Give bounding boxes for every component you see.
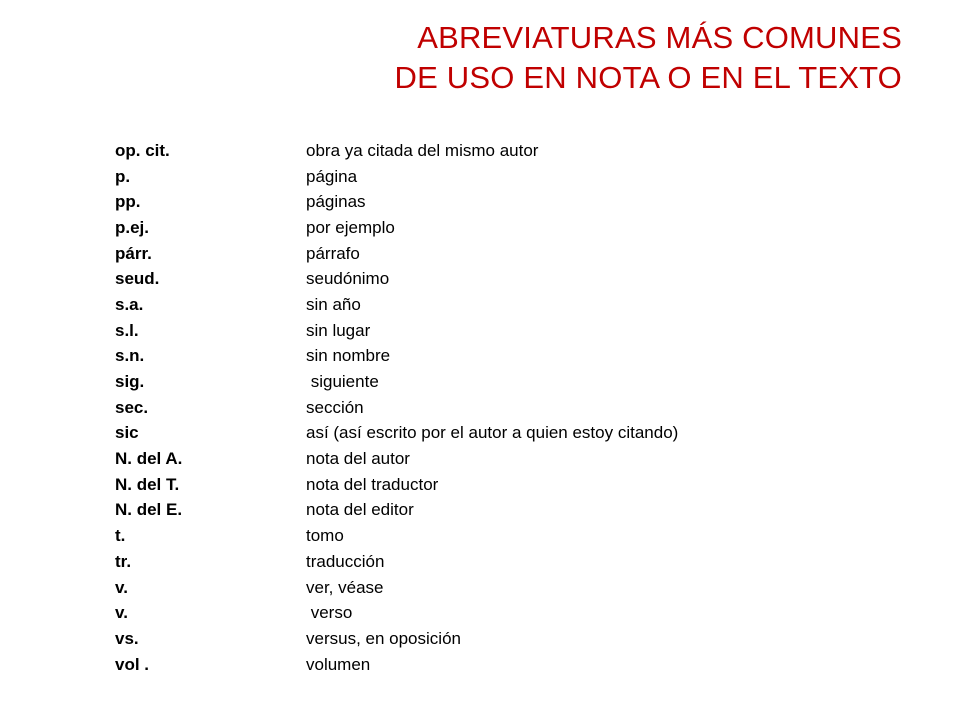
abbreviation-meaning: párrafo (306, 243, 360, 263)
abbreviation-meaning: versus, en oposición (306, 628, 461, 648)
abbreviation: sec. (115, 397, 149, 417)
abbreviation: s.a. (115, 294, 144, 314)
abbreviation: p. (115, 166, 131, 186)
list-item (115, 446, 835, 472)
list-item (115, 164, 835, 190)
abbreviation-meaning: sin nombre (306, 346, 391, 366)
list-item (115, 523, 835, 549)
abbreviation: v. (115, 603, 128, 623)
list-item (115, 215, 835, 241)
list-item (115, 318, 835, 344)
list-item (115, 498, 835, 524)
abbreviation: t. (115, 526, 126, 546)
list-item (115, 241, 835, 267)
list-item (115, 344, 835, 370)
list-item (115, 600, 835, 626)
abbreviation: N. del T. (115, 474, 180, 494)
abbreviation-meaning: así (así escrito por el autor a quien estoy citando) (306, 423, 679, 443)
abbreviation-meaning: páginas (306, 192, 366, 212)
abbreviation: pp. (115, 192, 141, 212)
abbreviation: op. cit. (115, 140, 170, 160)
abbreviation-meaning: nota del autor (306, 449, 410, 469)
list-item (115, 189, 835, 215)
list-item (115, 266, 835, 292)
list-item (115, 575, 835, 601)
list-item (115, 472, 835, 498)
list-item (115, 652, 835, 678)
abbreviation-meaning: volumen (306, 654, 371, 674)
list-item (115, 369, 835, 395)
abbreviation: sig. (115, 372, 145, 392)
abbreviation: v. (115, 577, 128, 597)
abbreviation: N. del A. (115, 449, 183, 469)
abbreviation-meaning: siguiente (306, 372, 379, 392)
abbreviation-meaning: sin año (306, 294, 361, 314)
abbreviation-meaning: obra ya citada del mismo autor (306, 140, 539, 160)
list-item (115, 292, 835, 318)
abbreviation-meaning: ver, véase (306, 577, 384, 597)
abbreviation: párr. (115, 243, 152, 263)
abbreviation-meaning: página (306, 166, 358, 186)
abbreviation-meaning: verso (306, 603, 353, 623)
abbreviation: N. del E. (115, 500, 183, 520)
abbreviation: s.n. (115, 346, 145, 366)
abbreviation-meaning: por ejemplo (306, 217, 395, 237)
title-line-1: ABREVIATURAS MÁS COMUNES (417, 20, 902, 55)
abbreviation: vs. (115, 628, 139, 648)
page-title (395, 18, 902, 98)
abbreviation-meaning: nota del traductor (306, 474, 439, 494)
abbreviation-meaning: seudónimo (306, 269, 390, 289)
list-item (115, 626, 835, 652)
list-item (115, 395, 835, 421)
abbreviation: sic (115, 423, 139, 443)
abbreviation: vol . (115, 654, 150, 674)
abbreviation: p.ej. (115, 217, 150, 237)
abbreviation-meaning: traducción (306, 551, 385, 571)
list-item (115, 421, 835, 447)
abbreviation-meaning: sección (306, 397, 364, 417)
abbreviation: seud. (115, 269, 160, 289)
abbreviation-list (115, 138, 835, 677)
list-item (115, 138, 835, 164)
abbreviation: s.l. (115, 320, 139, 340)
abbreviation: tr. (115, 551, 132, 571)
abbreviation-meaning: nota del editor (306, 500, 414, 520)
abbreviation-meaning: sin lugar (306, 320, 371, 340)
list-item (115, 549, 835, 575)
title-line-2: DE USO EN NOTA O EN EL TEXTO (394, 60, 902, 95)
abbreviation-meaning: tomo (306, 526, 344, 546)
